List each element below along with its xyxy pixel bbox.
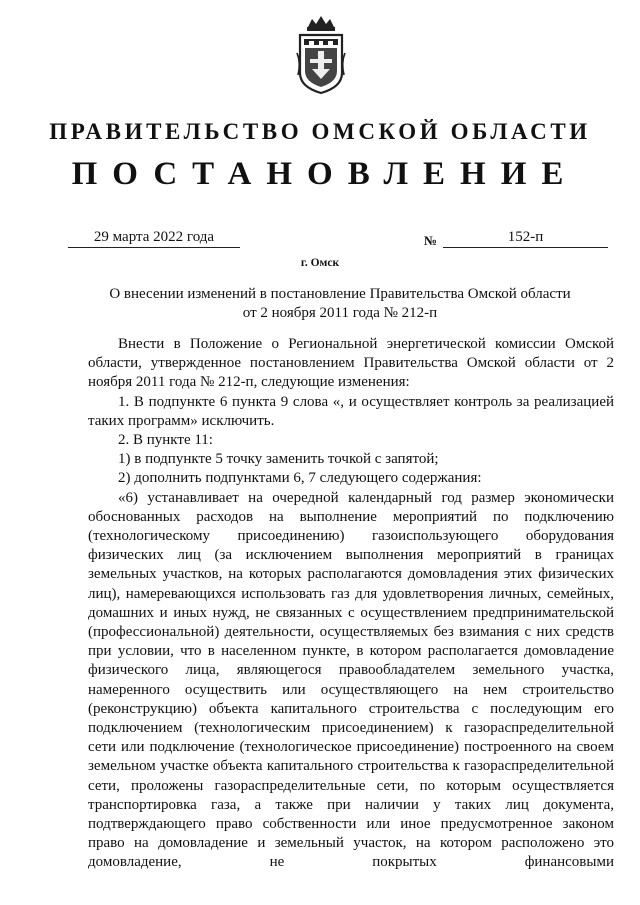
number-sign: № (424, 233, 438, 248)
title-line-1: О внесении изменений в постановление Правительства Омской области (109, 286, 571, 302)
organization-name: ПРАВИТЕЛЬСТВО ОМСКОЙ ОБЛАСТИ (49, 119, 591, 144)
omsk-coat-of-arms-emblem (296, 13, 346, 96)
document-date: 29 марта 2022 года (68, 228, 240, 248)
document-title (60, 285, 620, 323)
paragraph-quoted-text: «6) устанавливает на очередной календарный год размер экономически обоснованных расходов на выполнение мероприятий по подключению (технологическому присоединению) газоиспользующего оборудования физических лиц (за исключением выполнения мероприятий в границах земельных участков, на которых располагаются домовладения этих физических лиц), намеревающихся использовать газ для удовлетворения личных, семейных, домашних и иных нужд, не связанных с осуществлением предпринимательской (профессиональной) деятельности, осуществляемых без взимания с них средств при условии, что в населенном пункте, в котором располагается домовладение физического лица, являющегося правообладателем земельного участка, намеренного осуществить или осуществляющего на нем строительство (реконструкцию) объекта капитального строительства с последующим его подключением (технологическим присоединением) к газораспределительной сети или подключение (технологическое присоединение) построенного на своем земельном участке объекта капитального строительства к газораспределительной сети, проложены газораспределительные сети, по которым осуществляется транспортировка газа, а также при наличии у таких лиц документа, подтверждающего право собственности или иное предусмотренное законом право на домовладение и земельный участок, на котором расположено это домовладение, не покрытых финансовыми (88, 489, 614, 871)
paragraph-item-1: 1. В подпункте 6 пункта 9 слова «, и осуществляет контроль за реализацией таких программ» исключить. (88, 393, 614, 429)
document-body (88, 335, 614, 873)
document-type-heading: ПОСТАНОВЛЕНИЕ (71, 156, 579, 192)
city-label: г. Омск (300, 257, 340, 269)
paragraph-subitem-2: 2) дополнить подпунктами 6, 7 следующего содержания: (118, 470, 482, 487)
paragraph-subitem-1: 1) в подпункте 5 точку заменить точкой с запятой; (118, 451, 439, 468)
paragraph-item-2: 2. В пункте 11: (118, 432, 213, 449)
paragraph-intro: Внести в Положение о Региональной энергетической комиссии Омской области, утвержденное постановлением Правительства Омской области от 2 ноября 2011 года № 212-п, следующие изменения: (88, 336, 614, 391)
document-number: 152-п (443, 228, 608, 248)
title-line-2: от 2 ноября 2011 года № 212-п (242, 305, 438, 321)
